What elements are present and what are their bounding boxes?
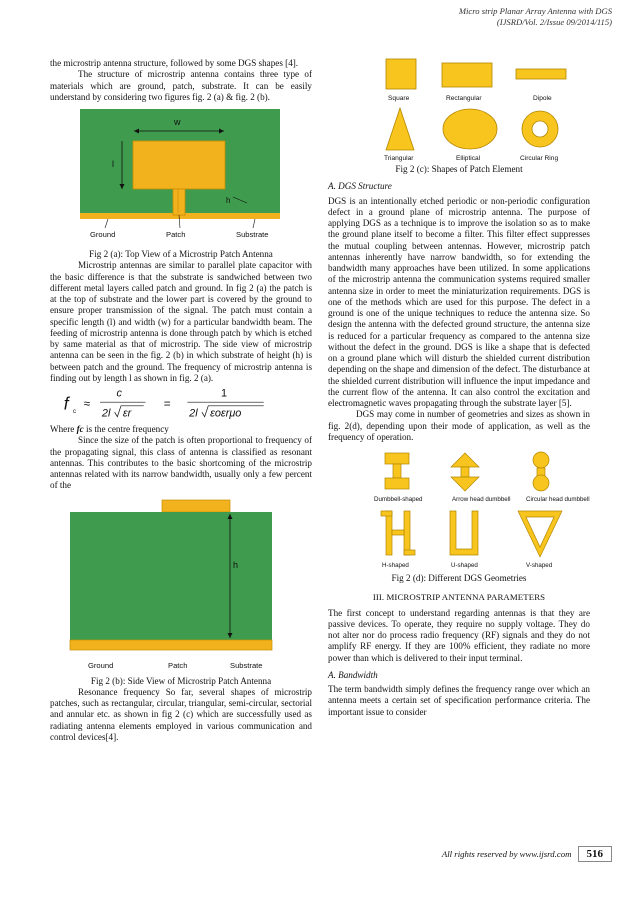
formula-approx: ≈	[83, 396, 91, 411]
ground-plane	[70, 640, 272, 650]
right-column	[328, 56, 590, 718]
paragraph: DGS is an intentionally etched periodic or non-periodic configuration defect in a ground plane of microstrip antenna. The purpose of applying DGS as a technique is to improve the isolation so as to make the ground plane itself to become a filter. This filter effect suppresses the mutual coupling between antennas. However, microstrip patch antennas inherently have narrow bandwidth, so for extending the bandwidth many approaches have been utilized. In some applications of the microstrip antenna the communication systems required smaller antenna size in order to meet the miniaturization requirements. DGS is one of the methods which are used for this purpose. The defect in a ground is one of the unique techniques to reduce the antenna size. So design the antenna with the defected ground structure, the antenna size is reduced for a particular frequency as compared to the antenna size without the defect in the ground. DGS is like a shape that is defected on a ground plane which will disturb the shielded current distribution depending on the shape and dimension of the defect. The disturbance at the shielded current distribution will influence the input impedance and the current flow of the antenna. It can also control the excitation and electromagnetic waves propagating through the substrate layer [5].	[328, 195, 590, 408]
feed-line	[173, 189, 185, 215]
formula-den2: 2l	[189, 407, 198, 420]
dipole-shape	[516, 69, 566, 79]
elliptical-shape	[443, 109, 497, 149]
figure-2a-top-view	[50, 107, 312, 249]
left-column	[50, 58, 312, 743]
page-number: 516	[578, 846, 613, 862]
label-dumbbell: Dumbbell-shaped	[374, 496, 423, 503]
label-triangular: Triangular	[384, 155, 414, 162]
label-arrow-head: Arrow head dumbbell	[452, 496, 511, 503]
figure-caption: Fig 2 (b): Side View of Microstrip Patch Antenna	[90, 675, 272, 686]
circular-head-dumbbell-shape	[533, 452, 549, 491]
patch	[133, 141, 225, 189]
page-footer	[442, 846, 612, 862]
label-u-shaped: U-shaped	[451, 562, 478, 569]
dumbbell-shape	[385, 453, 409, 489]
paragraph: Since the size of the patch is often proportional to frequency of the propagating signal, this class of antenna is classified as resonant antennas. This contributes to the basic shortcoming of the microstrip antennas related with its narrow bandwidth, usually only a few percent of the	[50, 435, 312, 491]
subsection-heading: A. DGS Structure	[328, 181, 392, 192]
rectangular-shape	[442, 63, 492, 87]
label-h: h	[226, 196, 231, 205]
square-shape	[386, 59, 416, 89]
substrate	[70, 512, 272, 640]
formula-eps-all: εoεrμo	[210, 407, 242, 420]
paragraph: DGS may come in number of geometries and sizes as shown in fig. 2(d), depending upon their mode of application, as well as the frequency of operation.	[328, 409, 590, 442]
copyright-text: All rights reserved by www.ijsrd.com	[441, 849, 572, 859]
formula-eps-r: εr	[122, 407, 132, 420]
label-h-shaped: H-shaped	[382, 562, 409, 569]
label-ground: Ground	[88, 660, 114, 670]
label-ground: Ground	[90, 230, 116, 239]
paragraph: The structure of microstrip antenna contains three type of materials which are ground, patch, substrate. It can be easily understand by considering two figures fig. 2 (a) & fig. 2 (b).	[50, 69, 312, 102]
label-patch: Patch	[166, 230, 186, 239]
label-v-shaped: V-shaped	[526, 562, 553, 569]
figure-caption: Fig 2 (d): Different DGS Geometries	[391, 573, 527, 583]
formula-num1: c	[116, 387, 122, 400]
header-issue: (IJSRD/Vol. 2/Issue 09/2014/115)	[496, 17, 612, 27]
label-elliptical: Elliptical	[456, 155, 481, 162]
formula-c-sub: c	[72, 408, 77, 416]
paragraph: the microstrip antenna structure, followed by some DGS shapes [4].	[50, 58, 299, 68]
page-header	[459, 6, 612, 28]
formula-den1: 2l	[101, 407, 111, 420]
header-title: Micro strip Planar Array Antenna with DGS	[458, 6, 612, 16]
section-heading: III. MICROSTRIP ANTENNA PARAMETERS	[372, 592, 546, 603]
label-w: w	[174, 117, 181, 127]
figure-caption: Fig 2 (c): Shapes of Patch Element	[395, 164, 523, 174]
label-circular-head: Circular head dumbbell	[526, 496, 590, 503]
figure-caption: Fig 2 (a): Top View of a Microstrip Patch Antenna	[89, 249, 273, 259]
label-h: h	[233, 559, 239, 570]
label-l: l	[112, 159, 114, 169]
v-shape	[518, 511, 562, 557]
where-line: Where fc is the centre frequency	[50, 424, 169, 434]
paragraph: The first concept to understand regarding antennas is that they are passive devices. To operate, they require no supply voltage. They do not alter nor do process radio frequency (RF) signals and they do not amplify RF energy. If they are 100% efficient, they radiate no more power than which is delivered to their input terminal.	[328, 607, 590, 663]
figure-2b-side-view	[50, 498, 312, 676]
label-substrate: Substrate	[230, 660, 263, 670]
paragraph: Microstrip antennas are similar to parallel plate capacitor with the basic difference is that the substrate is sandwiched between two different metal layers called patch and ground. In fig 2 (a) the patch is at the top of substrate and the lower part is covered by the ground to ensure proper transmission of the signal. The patch must contain a specific length (l) and width (w) for a particular bandwidth beam. The feeding of microstrip antenna is done through patch by which is etched by same material as that of microstrip. The side view of microstrip antenna can be seen in the fig. 2 (b) in which substrate of height (h) is between patch and the ground. The frequency of microstrip antenna is finding out by length l as shown in fig. 2 (a).	[50, 260, 312, 383]
label-patch: Patch	[168, 660, 188, 670]
paragraph: The term bandwidth simply defines the frequency range over which an antenna meets a certain set of specification performance criteria. The important issue to consider	[328, 684, 590, 717]
label-square: Square	[388, 95, 410, 102]
formula-num2: 1	[221, 387, 228, 400]
h-shape	[381, 511, 415, 555]
u-shape	[450, 511, 478, 555]
label-substrate: Substrate	[236, 230, 269, 239]
triangular-shape	[386, 108, 414, 150]
patch	[162, 500, 230, 512]
fc-symbol: fc	[76, 424, 84, 434]
label-rectangular: Rectangular	[446, 95, 482, 102]
formula-equals: =	[163, 396, 171, 411]
formula-f: f	[63, 393, 69, 414]
subsection-heading: A. Bandwidth	[328, 669, 378, 680]
label-dipole: Dipole	[533, 95, 552, 102]
label-circular-ring: Circular Ring	[520, 155, 559, 162]
figure-2c-patch-shapes	[328, 56, 590, 164]
arrow-head-dumbbell-shape	[451, 453, 479, 491]
paragraph: Resonance frequency So far, several shapes of microstrip patches, such as rectangular, circular, triangular, semi-circular, sectorial and annular etc. as shown in fig 2 (c) which are successfully used as radiating antenna elements employed in various communication and control devices[4].	[50, 686, 312, 742]
figure-2d-dgs-geometries	[328, 451, 590, 573]
centre-frequency-formula	[50, 384, 312, 424]
